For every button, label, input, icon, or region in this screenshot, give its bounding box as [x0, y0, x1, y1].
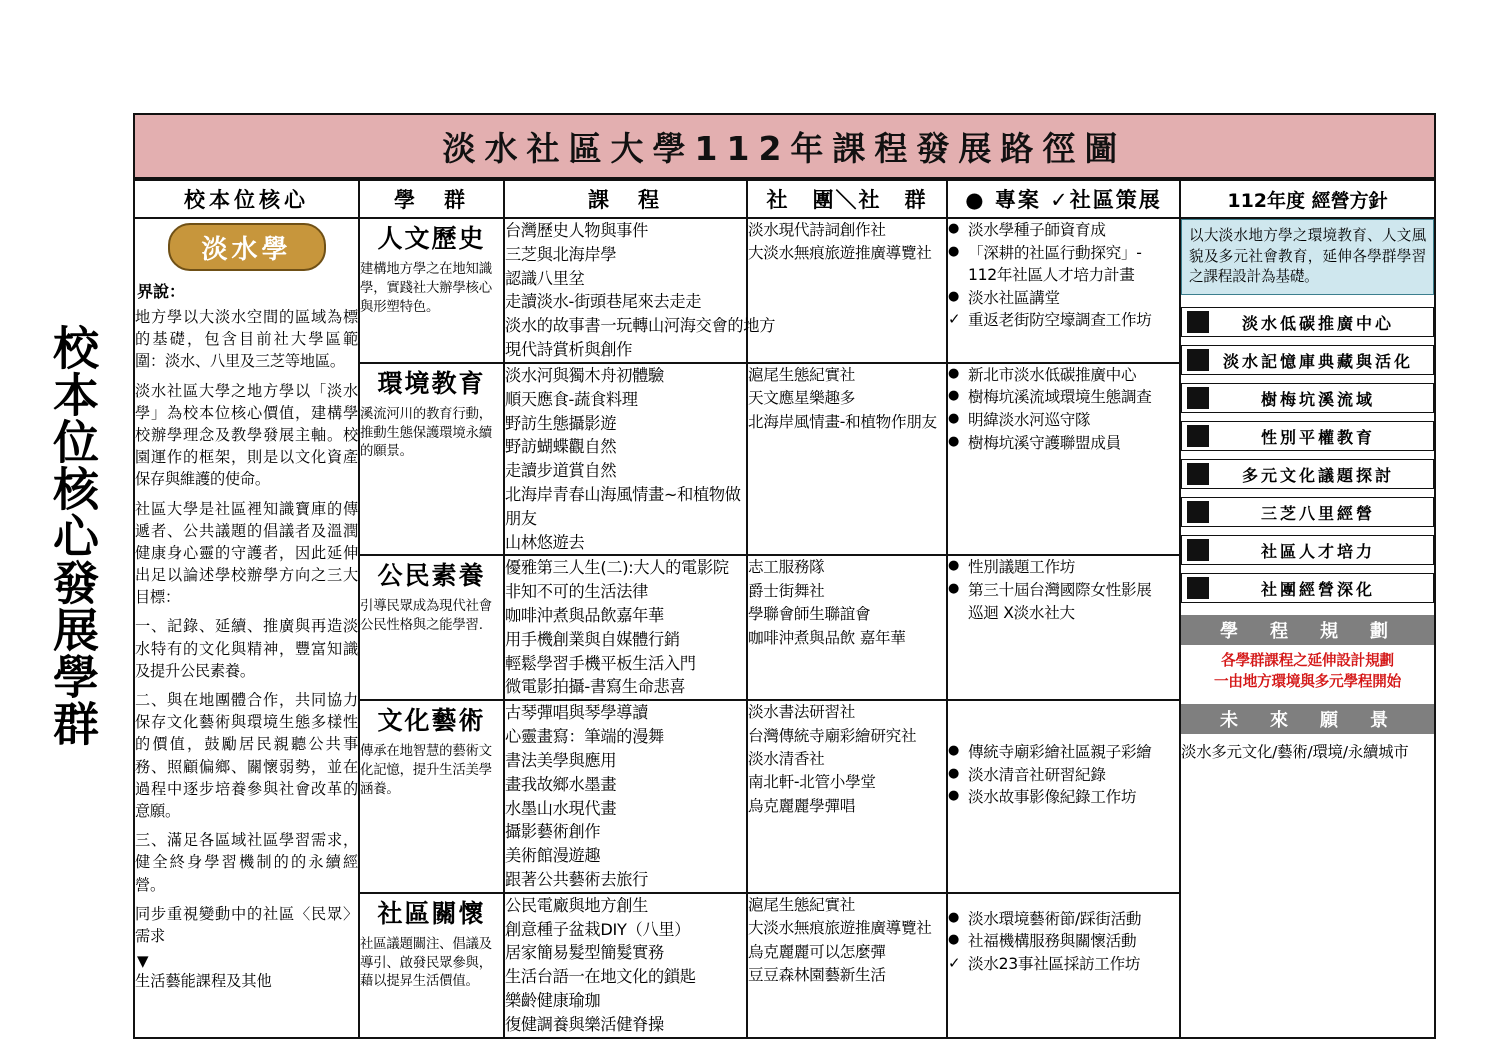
- policy-item-label: 三芝八里經營: [1260, 503, 1375, 523]
- project-item: [948, 287, 1179, 310]
- group-cell: [359, 700, 504, 893]
- course-item: 走讀步道賞自然: [505, 461, 617, 481]
- square-bullet-icon: [1187, 501, 1209, 523]
- page-vertical-title: 校本位核心發展學群: [46, 323, 100, 747]
- project-text: 「深耕的社區行動探究」-: [968, 243, 1142, 262]
- course-cell: [504, 555, 747, 700]
- course-item: 水墨山水現代畫: [505, 798, 617, 818]
- bullet-dot-icon: ●: [948, 365, 960, 381]
- course-item: 居家簡易髮型簡髮實務: [505, 943, 664, 963]
- course-item: 攝影藝術創作: [505, 822, 601, 842]
- project-text: 淡水學種子師資育成: [968, 221, 1106, 239]
- course-item: 台灣歷史人物與事件: [505, 221, 648, 240]
- project-text-cont: 112年社區人才培力計畫: [968, 266, 1135, 285]
- policy-item-label: 社區人才培力: [1260, 541, 1375, 561]
- course-item: 復健調養與樂活健脊操: [505, 1014, 664, 1034]
- project-cell: [947, 218, 1180, 363]
- course-item: 畫我故鄉水墨畫: [505, 774, 617, 794]
- project-text: 新北市淡水低碳推廣中心: [968, 365, 1137, 384]
- group-cell: [359, 893, 504, 1038]
- policy-band-vision: 未 來 願 景: [1181, 704, 1434, 734]
- course-item: 野訪蝴蝶觀自然: [505, 437, 617, 457]
- group-description: 傳承在地智慧的藝術文化記憶，提升生活美學涵養。: [360, 744, 492, 797]
- core-paragraph: 三、滿足各區域社區學習需求，健全終身學習機制的的永續經營。: [135, 831, 358, 894]
- course-item: 走讀淡水-街頭巷尾來去走走: [505, 292, 702, 312]
- club-item: 志工服務隊: [748, 558, 825, 577]
- square-bullet-icon: [1187, 463, 1209, 485]
- group-name: 文化藝術: [377, 706, 486, 736]
- bullet-dot-icon: ●: [948, 932, 960, 948]
- club-item: 爵士街舞社: [748, 581, 825, 600]
- policy-intro: 以大淡水地方學之環境教育、人文風貌及多元社會教育，延伸各學群學習之課程設計為基礎。: [1181, 219, 1434, 295]
- bullet-dot-icon: ●: [948, 909, 960, 925]
- group-cell: [359, 363, 504, 556]
- project-item: [948, 219, 1179, 242]
- course-item: 心靈畫寫：筆端的漫舞: [505, 727, 664, 747]
- project-cell: [947, 893, 1180, 1038]
- course-item: 古琴彈唱與琴學導讀: [505, 703, 648, 723]
- project-text: 傳統寺廟彩繪社區親子彩繪: [968, 743, 1152, 762]
- course-cell: [504, 893, 747, 1038]
- course-item: 生活台語一在地文化的鎖匙: [505, 967, 696, 987]
- course-item: 三芝與北海岸學: [505, 244, 617, 264]
- project-item: [948, 908, 1179, 931]
- club-cell: [747, 893, 947, 1038]
- bullet-dot-icon: ●: [948, 743, 960, 759]
- policy-item-label: 淡水低碳推廣中心: [1241, 313, 1394, 333]
- course-item: 山林悠遊去: [505, 532, 585, 552]
- roadmap-table: [133, 179, 1436, 1039]
- header-school-core: 校本位核心: [134, 180, 359, 218]
- core-paragraph: 社區大學是社區裡知識寶庫的傳遞者、公共議題的倡議者及溫潤健康身心靈的守護者，因此延伸出足以論述學校辦學方向之三大目標：: [135, 499, 358, 607]
- bullet-dot-icon: ●: [948, 388, 960, 404]
- club-item: 滬尾生態紀實社: [748, 365, 856, 384]
- project-text: 第三十屆台灣國際女性影展: [968, 580, 1152, 599]
- bullet-dot-icon: ●: [948, 221, 960, 236]
- core-paragraph: 淡水社區大學之地方學以「淡水學」為校本位核心價值，建構學校辦學理念及教學發展主軸。校園運作的框架，則是以文化資產保存與維護的使命。: [135, 381, 358, 489]
- header-project: ● 專案 ✓社區策展: [947, 180, 1180, 218]
- project-item: [948, 579, 1179, 602]
- club-item: 南北軒-北管小學堂: [748, 773, 876, 792]
- club-item: 大淡水無痕旅遊推廣導覽社: [748, 244, 932, 263]
- group-description: 溪流河川的教育行動，推動生態保護環境永續的願景。: [360, 406, 492, 460]
- course-item: 用手機創業與自媒體行銷: [505, 629, 680, 649]
- policy-item: [1181, 421, 1434, 451]
- core-paragraph: 二、與在地團體合作，共同協力保存文化藝術與環境生態多樣性的價值，鼓勵居民親聽公共事務、照顧偏鄉、關懷弱勢，並在過程中逐步培養參與社會改革的意願。: [135, 691, 358, 820]
- project-item: [948, 386, 1179, 409]
- bullet-dot-icon: ●: [948, 580, 960, 596]
- project-item: [948, 764, 1179, 787]
- project-item: [948, 953, 1179, 976]
- core-paragraph: 同步重視變動中的社區〈民眾〉需求: [135, 904, 358, 945]
- group-name: 社區關懷: [377, 898, 486, 928]
- course-cell: [504, 700, 747, 893]
- project-item: [948, 364, 1179, 387]
- header-club: 社 團＼社 群: [747, 180, 947, 218]
- course-item: 樂齡健康瑜珈: [505, 991, 601, 1010]
- policy-item: [1181, 345, 1434, 375]
- group-cell: [359, 218, 504, 363]
- core-badge: 淡水學: [168, 223, 326, 271]
- policy-item: [1181, 535, 1434, 565]
- project-item: [948, 556, 1179, 579]
- bullet-dot-icon: ●: [948, 288, 960, 304]
- project-item: [948, 242, 1179, 265]
- policy-item-label: 性別平權教育: [1260, 427, 1375, 447]
- project-text: 性別議題工作坊: [968, 558, 1076, 577]
- policy-red-note: 各學群課程之延伸設計規劃 一由地方環境與多元學程開始: [1213, 652, 1402, 690]
- course-item: 現代詩賞析與創作: [505, 340, 633, 360]
- core-heading: 界說：: [137, 282, 186, 301]
- project-text: 淡水社區講堂: [968, 288, 1060, 307]
- policy-item: [1181, 459, 1434, 489]
- square-bullet-icon: [1187, 311, 1209, 333]
- club-item: 台灣傳統寺廟彩繪研究社: [748, 726, 917, 745]
- policy-cell: [1180, 218, 1435, 1038]
- project-text: 重返老街防空壕調查工作坊: [968, 311, 1152, 330]
- square-bullet-icon: [1187, 387, 1209, 409]
- course-item: 公民電廠與地方創生: [505, 895, 648, 915]
- club-item: 烏克麗麗學彈唱: [748, 796, 856, 815]
- check-icon: ✓: [948, 953, 961, 972]
- policy-item-label: 多元文化議題探討: [1241, 465, 1394, 485]
- group-name: 公民素養: [377, 561, 486, 591]
- club-item: 滬尾生態紀實社: [748, 895, 856, 914]
- club-item: 烏克麗麗可以怎麼彈: [748, 942, 886, 961]
- project-item: [948, 409, 1179, 432]
- bullet-dot-icon: ●: [948, 765, 960, 781]
- project-text-cont: 巡迴 X淡水社大: [968, 603, 1075, 622]
- club-cell: [747, 700, 947, 893]
- course-item: 淡水河與獨木舟初體驗: [505, 365, 664, 385]
- course-item: 北海岸青春山海風情畫~和植物做朋友: [505, 484, 741, 528]
- project-text: 明緯淡水河巡守隊: [968, 411, 1091, 430]
- course-cell: [504, 218, 776, 363]
- club-cell: [747, 218, 947, 363]
- club-item: 淡水現代詩詞創作社: [748, 221, 886, 239]
- square-bullet-icon: [1187, 349, 1209, 371]
- bullet-dot-icon: ●: [948, 411, 960, 427]
- club-item: 天文應星樂趣多: [748, 389, 856, 408]
- club-item: 學聯會師生聯誼會: [748, 605, 871, 624]
- course-item: 野訪生態攝影遊: [505, 413, 617, 433]
- policy-band-curriculum: 學 程 規 劃: [1181, 615, 1434, 645]
- course-item: 優雅第三人生(二):大人的電影院: [505, 558, 729, 578]
- policy-item: [1181, 573, 1434, 603]
- chart-banner: [133, 113, 1436, 179]
- project-item: [948, 309, 1179, 332]
- course-item: 書法美學與應用: [505, 750, 617, 770]
- club-item: 北海岸風情畫-和植物作朋友: [748, 412, 937, 431]
- course-item: 輕鬆學習手機平板生活入門: [505, 653, 696, 673]
- course-item: 淡水的故事書一玩轉山河海交會的地方: [505, 316, 776, 336]
- project-text: 社福機構服務與關懷活動: [968, 932, 1137, 951]
- square-bullet-icon: [1187, 577, 1209, 599]
- policy-item-label: 社團經營深化: [1260, 579, 1375, 599]
- club-item: 淡水清香社: [748, 750, 825, 769]
- project-text: 淡水清音社研習紀錄: [968, 765, 1106, 784]
- header-course: 課 程: [504, 180, 747, 218]
- group-cell: [359, 555, 504, 700]
- group-description: 建構地方學之在地知識學，實踐社大辦學核心與形塑特色。: [360, 262, 492, 315]
- table-body-row: [134, 218, 1435, 363]
- course-item: 咖啡沖煮與品飲嘉年華: [505, 606, 664, 625]
- group-description: 社區議題關注、倡議及導引、啟發民眾參與，藉以提昇生活價值。: [360, 936, 492, 990]
- group-name: 人文歷史: [377, 224, 486, 253]
- table-header-row: [134, 180, 1435, 218]
- course-item: 微電影拍攝-書寫生命悲喜: [505, 677, 686, 697]
- project-text: 淡水23事社區採訪工作坊: [968, 954, 1141, 973]
- project-cell: [947, 363, 1180, 556]
- policy-footer: 淡水多元文化/藝術/環境/永續城市: [1181, 743, 1409, 761]
- header-policy: 112年度 經營方針: [1180, 180, 1435, 218]
- header-group: 學 群: [359, 180, 504, 218]
- club-item: 咖啡沖煮與品飲 嘉年華: [748, 628, 906, 647]
- project-cell: [947, 555, 1180, 700]
- core-paragraph: 地方學以大淡水空間的區域為標的基礎，包含目前社大學區範圍：淡水、八里及三芝等地區。: [135, 308, 358, 371]
- course-item: 非知不可的生活法律: [505, 582, 648, 602]
- core-last-line: 生活藝能課程及其他: [135, 972, 272, 991]
- project-text: 樹梅坑溪守護聯盟成員: [968, 433, 1121, 452]
- project-cell: [947, 700, 1180, 893]
- bullet-dot-icon: ●: [948, 243, 960, 259]
- down-triangle-icon: ▼: [137, 952, 149, 971]
- bullet-dot-icon: ●: [948, 558, 960, 574]
- club-cell: [747, 363, 947, 556]
- group-name: 環境教育: [377, 368, 486, 398]
- course-item: 美術館漫遊趣: [505, 846, 601, 866]
- club-item: 大淡水無痕旅遊推廣導覽社: [748, 919, 932, 938]
- school-core-cell: [134, 218, 359, 1038]
- policy-item: [1181, 383, 1434, 413]
- square-bullet-icon: [1187, 539, 1209, 561]
- course-item: 順天應食-蔬食料理: [505, 389, 638, 409]
- course-cell: [504, 363, 747, 556]
- core-paragraph: 一、記錄、延續、推廣與再造淡水特有的文化與精神，豐富知識及提升公民素養。: [135, 617, 358, 680]
- bullet-dot-icon: ●: [948, 433, 960, 449]
- policy-item-label: 淡水記憶庫典藏與活化: [1222, 351, 1413, 371]
- club-item: 豆豆森林園藝新生活: [748, 965, 886, 984]
- project-item: [948, 432, 1179, 455]
- bullet-dot-icon: ●: [948, 788, 960, 804]
- chart-title: 淡水社區大學112年課程發展路徑圖: [442, 128, 1127, 168]
- club-cell: [747, 555, 947, 700]
- project-text: 樹梅坑溪流域環境生態調查: [968, 388, 1152, 407]
- roadmap-chart: [133, 113, 1436, 1034]
- project-item: [948, 741, 1179, 764]
- policy-item-label: 樹梅坑溪流域: [1260, 389, 1375, 409]
- course-item: 創意種子盆栽DIY（八里）: [505, 919, 691, 939]
- check-icon: ✓: [948, 310, 961, 329]
- policy-item: [1181, 307, 1434, 337]
- project-text: 淡水故事影像紀錄工作坊: [968, 788, 1137, 807]
- policy-item: [1181, 497, 1434, 527]
- club-item: 淡水書法研習社: [748, 703, 856, 722]
- group-description: 引導民眾成為現代社會公民性格與之能學習.: [360, 599, 492, 634]
- course-item: 跟著公共藝術去旅行: [505, 869, 648, 889]
- project-item: [948, 930, 1179, 953]
- project-text: 淡水環境藝術節/踩街活動: [968, 909, 1142, 928]
- course-item: 認識八里坌: [505, 268, 585, 288]
- square-bullet-icon: [1187, 425, 1209, 447]
- project-item: [948, 786, 1179, 809]
